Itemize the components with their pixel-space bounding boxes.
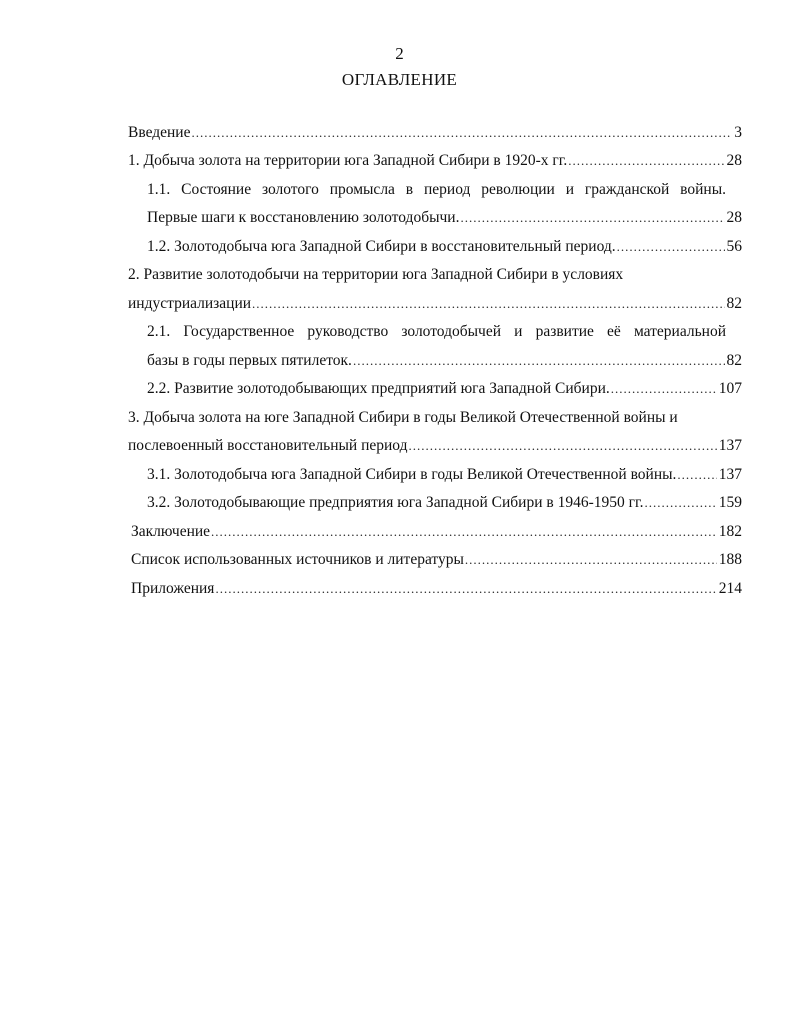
toc-entry-text: 3.1. Золотодобыча юга Западной Сибири в годы Великой Отечественной войны.	[147, 466, 677, 483]
toc-entry-section-3-2[interactable]	[147, 492, 742, 514]
toc-entry-sources[interactable]	[131, 549, 742, 571]
dot-leader	[408, 435, 716, 457]
toc-entry-appendices[interactable]	[131, 578, 742, 600]
toc-entry-page: 188	[718, 551, 742, 568]
toc-entry-chapter-3-line-2[interactable]	[128, 435, 742, 457]
toc-entry-text: Введение	[128, 124, 191, 141]
toc-entry-page: 107	[718, 380, 742, 397]
toc-entry-page: 214	[718, 580, 742, 597]
toc-entry-page: 137	[718, 466, 742, 483]
toc-entry-page: 82	[726, 295, 742, 312]
toc-entry-section-1-1-line-1[interactable]	[147, 179, 726, 201]
toc-entry-text: 1. Добыча золота на территории юга Западной Сибири в 1920-х гг.	[128, 152, 568, 169]
toc-entry-text: 1.1. Состояние золотого промысла в период революции и гражданской войны.	[147, 181, 726, 198]
dot-leader	[617, 236, 725, 258]
toc-entry-section-3-1[interactable]	[147, 464, 742, 486]
toc-entry-section-2-1-line-2[interactable]	[147, 350, 742, 372]
dot-leader	[460, 207, 724, 229]
toc-entry-text: 2. Развитие золотодобычи на территории юга Западной Сибири в условиях	[128, 266, 624, 283]
dot-leader	[644, 492, 716, 514]
toc-entry-text: базы в годы первых пятилеток.	[147, 352, 352, 369]
toc-entry-page: 28	[726, 152, 742, 169]
toc-entry-text: 2.2. Развитие золотодобывающих предприятий юга Западной Сибири.	[147, 380, 610, 397]
dot-leader	[191, 122, 732, 144]
dot-leader	[211, 521, 717, 543]
toc-entry-introduction[interactable]	[128, 122, 742, 144]
dot-leader	[611, 378, 717, 400]
toc-entry-page: 137	[718, 437, 742, 454]
dot-leader	[677, 464, 716, 486]
toc-entry-chapter-2-line-2[interactable]	[128, 293, 742, 315]
dot-leader	[353, 350, 725, 372]
toc-entry-page: 56	[726, 238, 742, 255]
toc-title: ОГЛАВЛЕНИЕ	[341, 70, 458, 89]
toc-entry-page: 159	[718, 494, 742, 511]
toc-entry-text: Первые шаги к восстановлению золотодобычи.	[147, 209, 460, 226]
dot-leader	[568, 150, 724, 172]
toc-entry-page: 3	[734, 124, 742, 141]
toc-entry-text: Приложения	[131, 580, 215, 597]
toc-entry-text: 2.1. Государственное руководство золотодобычей и развитие её материальной	[147, 323, 726, 340]
toc-entry-text: индустриализации	[128, 295, 252, 312]
toc-entry-chapter-3-line-1[interactable]	[128, 407, 740, 429]
toc-entry-text: Заключение	[131, 523, 211, 540]
toc-entry-chapter-2-line-1[interactable]	[128, 264, 728, 286]
toc-entry-section-1-1-line-2[interactable]	[147, 207, 742, 229]
toc-entry-text: послевоенный восстановительный период	[128, 437, 408, 454]
toc-entry-section-2-1-line-1[interactable]	[147, 321, 726, 343]
dot-leader	[215, 578, 716, 600]
toc-entry-page: 82	[726, 352, 742, 369]
toc-entry-text: 3.2. Золотодобывающие предприятия юга Западной Сибири в 1946-1950 гг.	[147, 494, 644, 511]
toc-entry-page: 28	[726, 209, 742, 226]
toc-entry-section-2-2[interactable]	[147, 378, 742, 400]
page-number: 2	[395, 44, 404, 63]
toc-entry-conclusion[interactable]	[131, 521, 742, 543]
toc-entry-chapter-1[interactable]	[128, 150, 742, 172]
toc-entry-text: 3. Добыча золота на юге Западной Сибири в годы Великой Отечественной войны и	[128, 409, 678, 426]
dot-leader	[465, 549, 717, 571]
toc-entry-page: 182	[718, 523, 742, 540]
toc-entry-text: Список использованных источников и литературы	[131, 551, 464, 568]
toc-entry-section-1-2[interactable]	[147, 236, 742, 258]
toc-entry-text: 1.2. Золотодобыча юга Западной Сибири в восстановительный период.	[147, 238, 616, 255]
dot-leader	[252, 293, 724, 315]
